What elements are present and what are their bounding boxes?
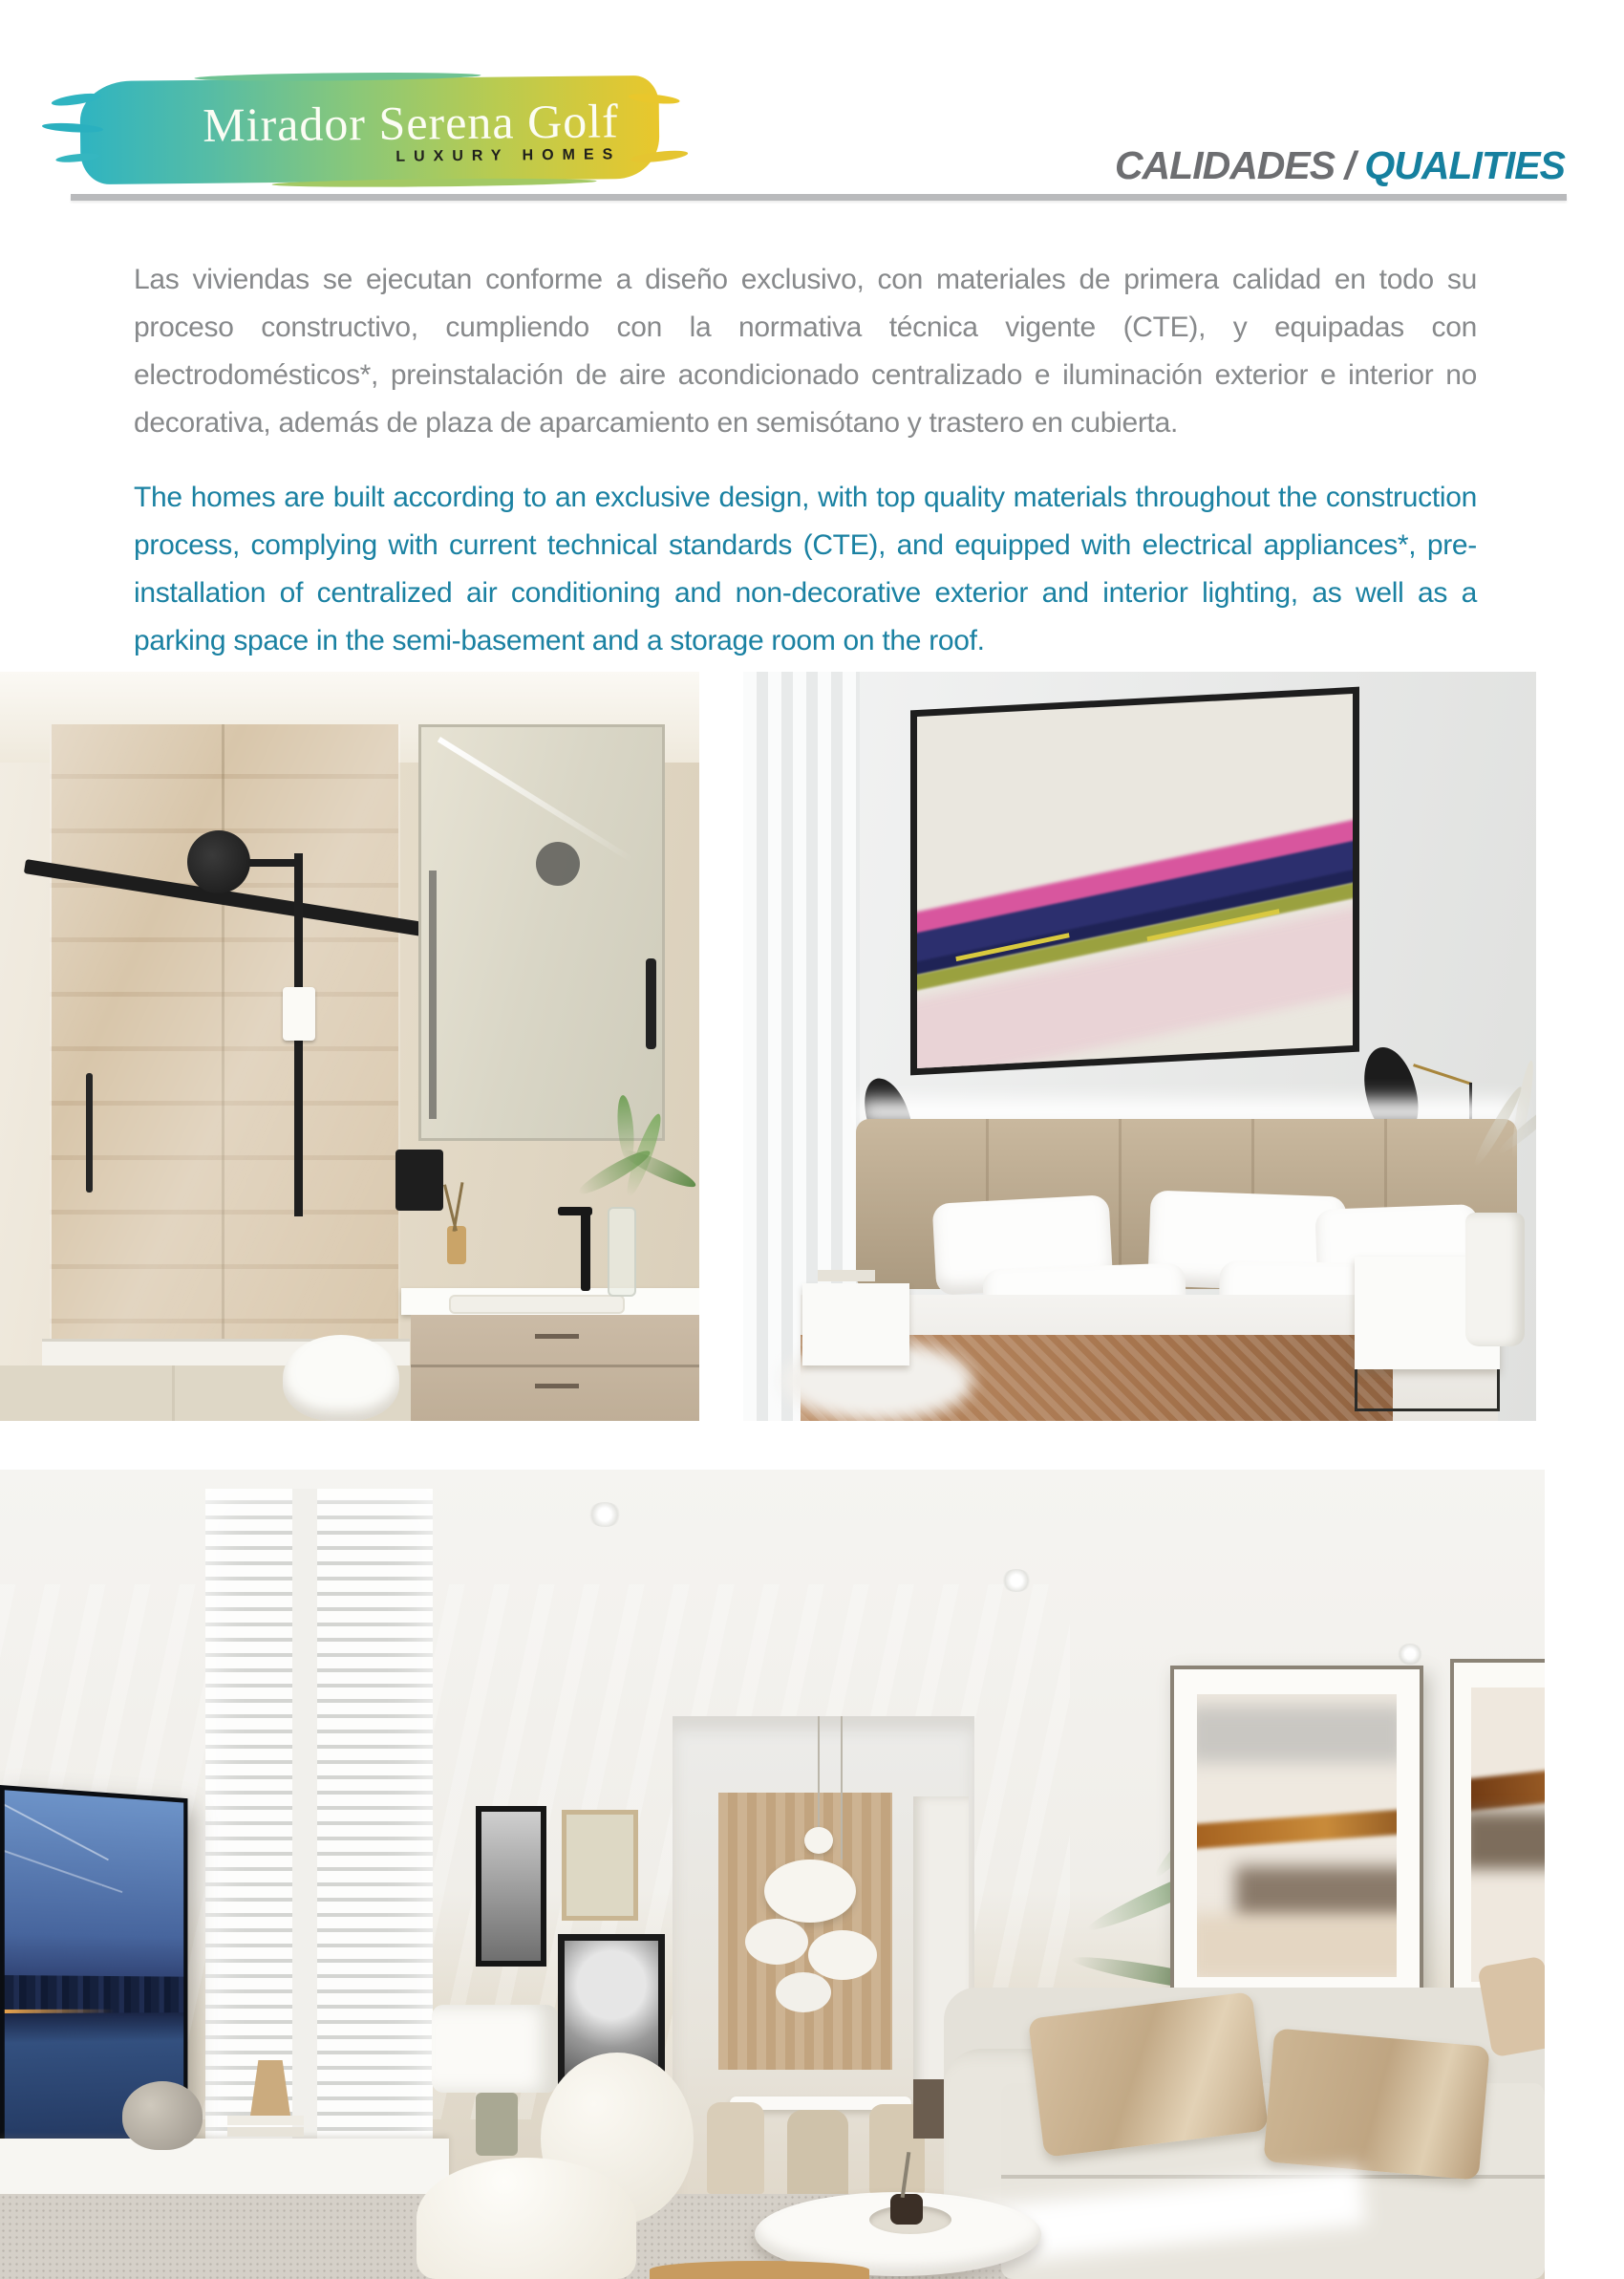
logo-wordmark: Mirador Serena Golf — [202, 94, 619, 152]
glass-vase — [608, 1207, 636, 1297]
vanity-mirror — [418, 724, 665, 1141]
nightstand-left — [802, 1283, 909, 1365]
sofa-cushion-satin — [1028, 1991, 1269, 2158]
sink-faucet — [581, 1209, 590, 1291]
toilet — [283, 1335, 399, 1421]
nightstand-metal-frame — [1355, 1369, 1500, 1411]
page-title-separator: / — [1335, 143, 1365, 187]
watercolor-gray — [1197, 1706, 1397, 1763]
reflected-shower-column — [429, 871, 437, 1119]
reed-diffuser — [447, 1226, 466, 1264]
dining-chair — [707, 2102, 764, 2194]
watercolor-rust-band — [1471, 1768, 1545, 1812]
city-silhouette — [5, 1976, 183, 2014]
bridge-cable — [5, 1799, 109, 1861]
pendant-lamp — [808, 1930, 877, 1980]
faucet-spout — [558, 1207, 592, 1215]
brush-splatter — [194, 72, 481, 82]
photo-bedroom — [743, 672, 1536, 1421]
reflected-shower-head — [536, 842, 580, 886]
brush-splatter — [55, 152, 100, 163]
photo-bathroom — [0, 672, 699, 1421]
page-title-spanish: CALIDADES — [1114, 143, 1336, 187]
pendant-lamp — [776, 1972, 831, 2012]
header-divider-line — [71, 194, 1567, 201]
page-title-english: QUALITIES — [1364, 143, 1565, 187]
sink-basin — [449, 1295, 625, 1314]
brush-splatter — [51, 91, 101, 108]
ceiling-spotlight — [1397, 1644, 1423, 1665]
toilet-flush-plate — [395, 1150, 443, 1211]
drawer-handle — [535, 1384, 579, 1388]
intro-paragraph-english: The homes are built according to an exclusive design, with top quality materials throughout the construction process, complying with current technical standards (CTE), and equipped with electrical appliances*, pre-installation of centralized air conditioning and non-decorative exterior and interior lighting, as well as a parking space in the semi-basement and a storage room on the roof. — [134, 482, 1477, 656]
logo-tagline: LUXURY HOMES — [395, 146, 622, 165]
pendant-lamp — [764, 1860, 856, 1923]
page-title — [1115, 143, 1565, 188]
bw-photo — [481, 1812, 541, 1961]
drawer-seam — [411, 1365, 699, 1367]
pendant-lamp — [745, 1919, 808, 1965]
artwork-right-1 — [1170, 1666, 1423, 2010]
lamp-arm-gold — [1413, 1064, 1472, 1086]
armchair-seat — [417, 2158, 636, 2279]
venetian-blinds-window — [205, 1489, 433, 2198]
vanity-cabinet — [411, 1315, 699, 1421]
shower-door-handle — [86, 1073, 93, 1193]
photo-living-room — [0, 1470, 1545, 2279]
hand-shower-holder — [283, 987, 315, 1041]
watercolor-rust-band — [1197, 1809, 1397, 1850]
table-vase — [890, 2194, 923, 2225]
floor-vase — [1465, 1213, 1525, 1346]
drawer-handle — [535, 1334, 579, 1339]
pendant-cord — [818, 1716, 820, 1831]
window-mullion — [292, 1489, 317, 2198]
picture-frame-bw-tall — [476, 1806, 546, 1967]
brush-splatter — [42, 121, 103, 134]
pendant-cord — [841, 1716, 843, 1860]
city-lights-glow — [5, 2009, 183, 2013]
artwork-canvas — [1197, 1694, 1397, 1977]
artwork-canvas — [1471, 1688, 1545, 1982]
bedroom-artwork-frame — [910, 687, 1359, 1076]
pendant-lamp — [804, 1827, 833, 1854]
watercolor-beige — [1197, 1914, 1397, 1977]
art-print — [566, 1815, 633, 1916]
mirror-led-strip — [438, 737, 635, 863]
ceiling-spotlight — [588, 1502, 622, 1527]
brush-splatter — [272, 178, 597, 189]
bedroom-artwork-canvas — [917, 694, 1353, 1068]
intro-paragraph-spanish: Las viviendas se ejecutan conforme a diseño exclusivo, con materiales de primera calidad en todo su proceso constructivo, cumpliendo con la normativa técnica vigente (CTE), y equipadas con electrodomésticos*, preinstalación de aire acondicionado centralizado e iluminación exterior e interior no decorativa, además de plaza de aparcamiento en semisótano y trastero en cubierta. — [134, 264, 1477, 439]
mirror-cabinet-handle — [646, 958, 656, 1049]
watercolor-brown — [1471, 1812, 1545, 1869]
book-stack — [227, 2116, 304, 2125]
diffuser-reed — [453, 1182, 464, 1232]
shower-glass-panel — [50, 724, 400, 1345]
rain-shower-head — [187, 830, 250, 893]
boucle-armchair — [417, 2053, 694, 2279]
ceramic-pot — [122, 2081, 203, 2150]
sofa-cushion-satin — [1263, 2028, 1489, 2180]
side-tray-table — [650, 2261, 869, 2279]
picture-frame-art-print — [562, 1810, 638, 1921]
logo-brush-stroke — [79, 75, 659, 184]
book-stack — [818, 1270, 875, 1281]
bridge-cable — [5, 1847, 123, 1893]
